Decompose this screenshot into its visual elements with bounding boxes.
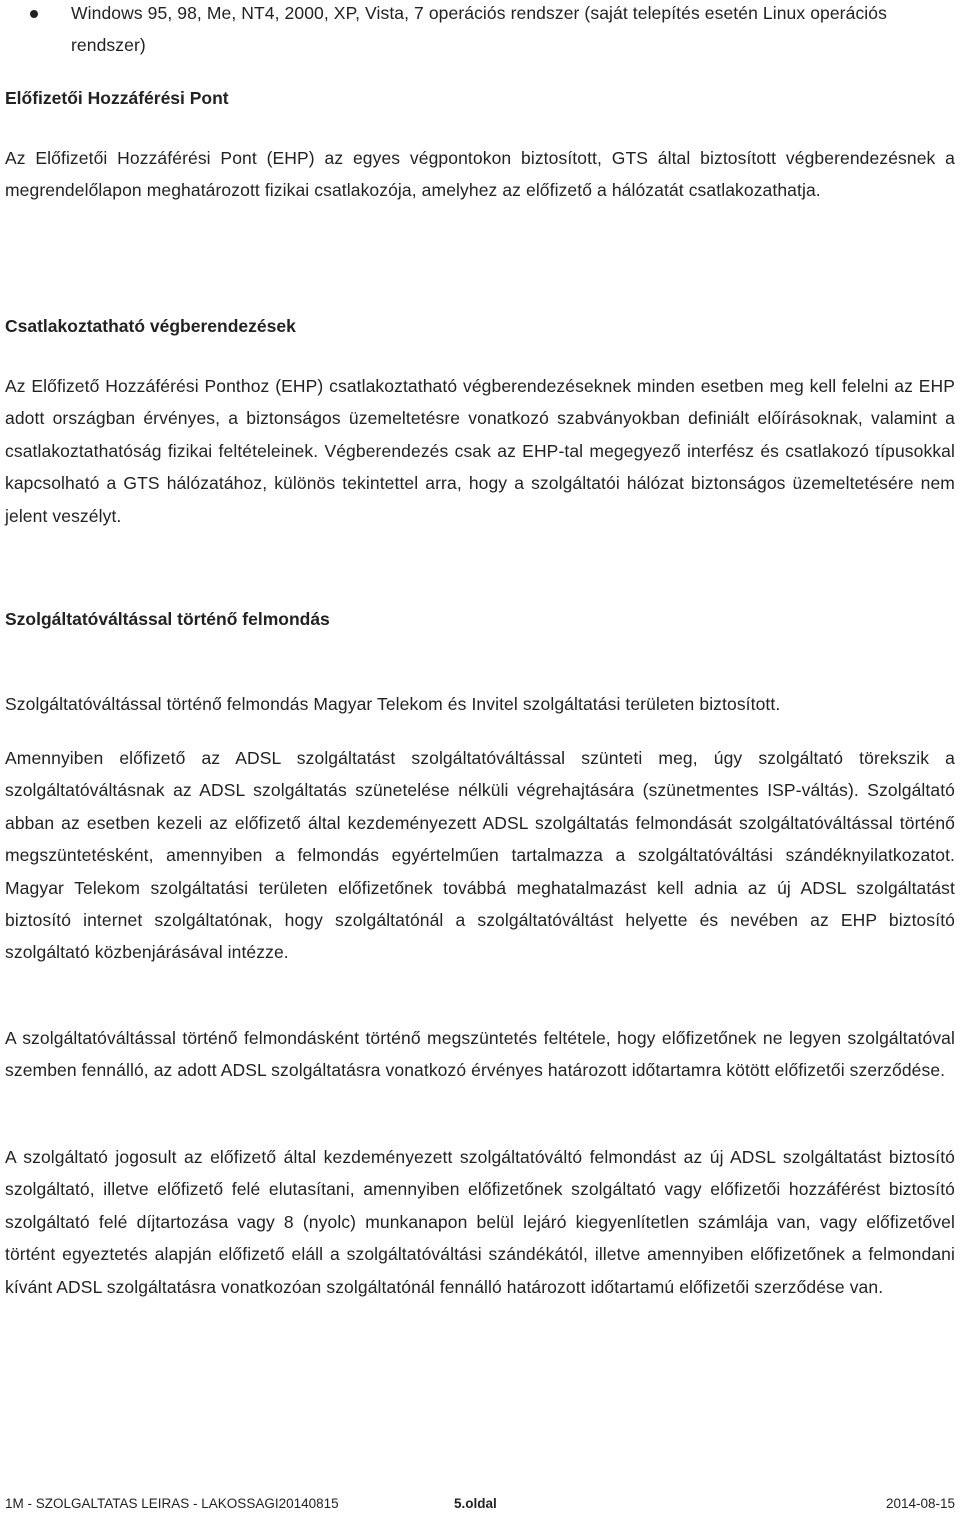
page-footer (5, 1492, 955, 1516)
footer-page-number: 5.oldal (454, 1496, 497, 1511)
paragraph-provider-switch-process: Amennyiben előfizető az ADSL szolgáltatást szolgáltatóváltással szünteti meg, úgy szolgáltató törekszik a szolgáltatóváltásnak az ADSL szolgáltatás szünetelése nélküli végrehajtására (szünetmentes ISP-váltás). Szolgáltató abban az esetben kezeli az előfizető által kezdeményezett ADSL szolgáltatás felmondását szolgáltatóváltással történő megszüntetésként, amennyiben a felmondás egyértelműen tartalmazza a szolgáltatóváltási szándéknyilatkozatot. Magyar Telekom szolgáltatási területen előfizetőnek továbbá meghatalmazást kell adnia az új ADSL szolgáltatást biztosító internet szolgáltatónak, hogy szolgáltatónál a szolgáltatóváltást helyette és nevében az EHP biztosító szolgáltató közbenjárásával intézze. (5, 748, 955, 963)
footer-document-id: 1M - SZOLGALTATAS LEIRAS - LAKOSSAGI20140815 (5, 1496, 339, 1511)
paragraph-provider-switch-areas: Szolgáltatóváltással történő felmondás Magyar Telekom és Invitel szolgáltatási területen biztosított. (5, 694, 781, 714)
footer-date: 2014-08-15 (885, 1496, 955, 1511)
document-page (5, 0, 955, 1297)
heading-provider-switch: Szolgáltatóváltással történő felmondás (5, 609, 330, 629)
os-list-text: Windows 95, 98, Me, NT4, 2000, XP, Vista, 7 operációs rendszer (saját telepítés esetén Linux operációs rendszer) (71, 3, 887, 55)
heading-access-point: Előfizetői Hozzáférési Pont (5, 88, 229, 108)
paragraph-access-point: Az Előfizetői Hozzáférési Pont (EHP) az egyes végpontokon biztosított, GTS által biztosított végberendezésnek a megrendelőlapon meghatározott fizikai csatlakozója, amelyhez az előfizető a hálózatát csatlakozathatja. (5, 148, 955, 201)
os-list-item (5, 0, 955, 61)
paragraph-provider-switch-condition: A szolgáltatóváltással történő felmondásként történő megszüntetés feltétele, hogy előfizetőnek ne legyen szolgáltatóval szemben fennálló, az adott ADSL szolgáltatásra vonatkozó érvényes határozott időtartamra kötött előfizetői szerződése. (5, 1028, 955, 1081)
heading-terminal-devices: Csatlakoztatható végberendezések (5, 316, 296, 336)
paragraph-provider-switch-rejection: A szolgáltató jogosult az előfizető által kezdeményezett szolgáltatóváltó felmondást az új ADSL szolgáltatást biztosító szolgáltató, illetve előfizető felé elutasítani, amennyiben előfizetőnek szolgáltató vagy előfizetői hozzáférést biztosító szolgáltató felé díjtartozása vagy 8 (nyolc) munkanapon belül lejáró kiegyenlítetlen számlája van, vagy előfizetővel történt egyeztetés alapján előfizető eláll a szolgáltatóváltási szándékától, illetve amennyiben előfizetőnek a felmondani kívánt ADSL szolgáltatásra vonatkozóan szolgáltatónál fennálló határozott időtartamú előfizetői szerződése van. (5, 1147, 955, 1297)
bullet-icon (30, 10, 38, 18)
paragraph-terminal-devices: Az Előfizető Hozzáférési Ponthoz (EHP) csatlakoztatható végberendezéseknek minden esetben meg kell felelni az EHP adott országban érvényes, a biztonságos üzemeltetésre vonatkozó szabványokban definiált előírásoknak, valamint a csatlakoztathatóság fizikai feltételeinek. Végberendezés csak az EHP-tal megegyező interfész és csatlakozó típusokkal kapcsolható a GTS hálózatához, különös tekintettel arra, hogy a szolgáltatói hálózat biztonságos üzemeltetésére nem jelent veszélyt. (5, 376, 955, 526)
